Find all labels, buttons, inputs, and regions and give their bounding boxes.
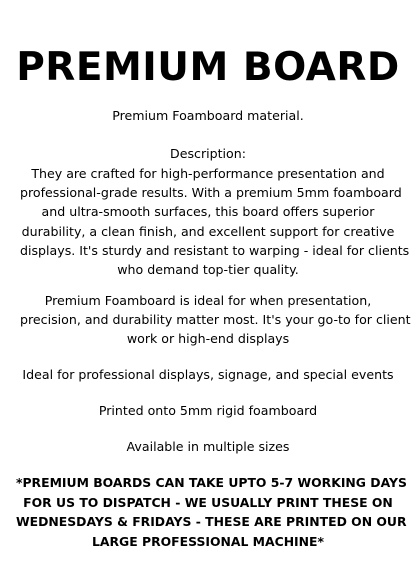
- ideal-line: Premium Foamboard is ideal for when presentation,: [44, 293, 372, 308]
- ideal-line: work or high-end displays: [126, 331, 290, 347]
- description-paragraph: [20, 164, 410, 279]
- sizes-text: Available in multiple sizes: [126, 439, 290, 454]
- notice-line: *PREMIUM BOARDS CAN TAKE UPTO 5-7 WORKING DAYS: [16, 475, 407, 490]
- print-spec-text: Printed onto 5mm rigid foamboard: [98, 403, 318, 418]
- ideal-line: precision, and durability matter most. It's your go-to for client: [20, 312, 411, 328]
- ideal-paragraph: [20, 291, 411, 349]
- description-line: who demand top-tier quality.: [117, 262, 299, 278]
- description-line: displays. It's sturdy and resistant to warping - ideal for clients: [20, 242, 410, 258]
- description-line: and ultra-smooth surfaces, this board offers superior: [41, 204, 375, 220]
- uses-text: Ideal for professional displays, signage, and special events: [22, 367, 394, 382]
- page-title: PREMIUM BOARD: [16, 45, 400, 90]
- description-line: professional-grade results. With a premium 5mm foamboard: [20, 185, 402, 201]
- dispatch-notice: [16, 473, 407, 551]
- notice-line: LARGE PROFESSIONAL MACHINE*: [92, 533, 324, 549]
- intro-text: Premium Foamboard material.: [112, 108, 304, 123]
- notice-line: WEDNESDAYS & FRIDAYS - THESE ARE PRINTED ON OUR: [16, 514, 407, 530]
- description-heading: Description:: [170, 146, 246, 161]
- description-line: They are crafted for high-performance presentation and: [31, 166, 385, 181]
- notice-line: FOR US TO DISPATCH - WE USUALLY PRINT THESE ON: [23, 494, 393, 510]
- description-line: durability, a clean finish, and excellent support for creative: [21, 223, 395, 239]
